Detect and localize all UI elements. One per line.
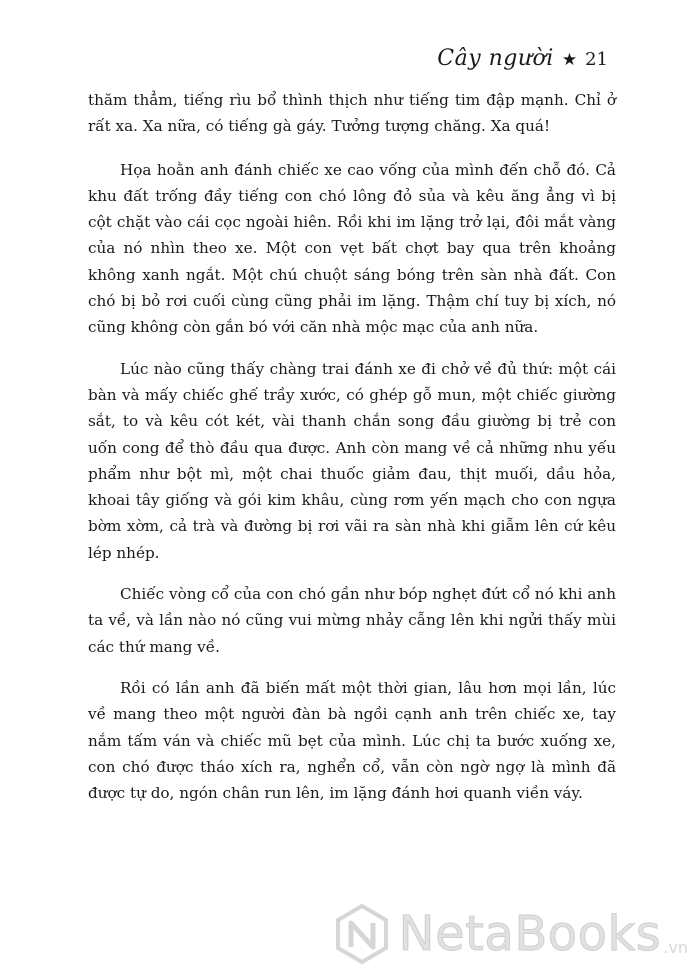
watermark — [331, 903, 688, 965]
paragraph-5: Rồi có lần anh đã biến mất một thời gian, lâu hơn mọi lần, lúc về mang theo một người đàn bà ngồi cạnh anh trên chiếc xe, tay nắm tấm ván và chiếc mũ bẹt của mình. Lúc chị ta bước xuống xe, con chó được tháo xích ra, nghển cổ, vẫn còn ngờ ngợ là mình đã được tự do, ngón chân run lên, im lặng đánh hơi quanh viền váy. — [88, 678, 616, 803]
running-head — [437, 46, 608, 71]
paragraph-2: Họa hoằn anh đánh chiếc xe cao vống của mình đến chỗ đó. Cả khu đất trống đầy tiếng con chó lông đỏ sủa và kêu ăng ẳng vì bị cột chặt vào cái cọc ngoài hiên. Rồi khi im lặng trở lại, đôi mắt vàng của nó nhìn theo xe. Một con vẹt bất chợt bay qua trên khoảng không xanh ngắt. Một chú chuột sáng bóng trên sàn nhà đất. Con chó bị bỏ rơi cuối cùng cũng phải im lặng. Thậm chí tuy bị xích, nó cũng không còn gắn bó với căn nhà mộc mạc của anh nữa. — [88, 160, 616, 337]
netabooks-logo-icon — [331, 903, 393, 965]
paragraph-1: thăm thẳm, tiếng rìu bổ thình thịch như tiếng tim đập mạnh. Chỉ ở rất xa. Xa nữa, có tiếng gà gáy. Tưởng tượng chăng. Xa quá! — [88, 91, 616, 136]
paragraph-4: Chiếc vòng cổ của con chó gần như bóp nghẹt đứt cổ nó khi anh ta về, và lần nào nó cũng vui mừng nhảy cẫng lên khi ngửi thấy mùi các thứ mang về. — [88, 585, 616, 656]
watermark-suffix: .vn — [663, 938, 688, 957]
watermark-text: NetaBooks — [398, 906, 662, 962]
book-title: Cây người — [437, 46, 554, 71]
paragraph-3: Lúc nào cũng thấy chàng trai đánh xe đi chở về đủ thứ: một cái bàn và mấy chiếc ghế trầy xước, có ghép gỗ mun, một chiếc giường sắt, to và kêu cót két, vài thanh chắn song đầu giường bị trẻ con uốn cong để thò đầu qua được. Anh còn mang về cả những nhu yếu phẩm như bột mì, một chai thuốc giảm đau, thịt muối, dầu hỏa, khoai tây giống và gói kim khâu, cùng rơm yến mạch cho con ngựa bờm xờm, cả trà và đường bị rơi vãi ra sàn nhà khi giẫm lên cứ kêu lép nhép. — [88, 359, 616, 562]
star-icon: ★ — [561, 50, 578, 70]
page-number: 21 — [585, 49, 608, 70]
body-text — [88, 87, 616, 821]
